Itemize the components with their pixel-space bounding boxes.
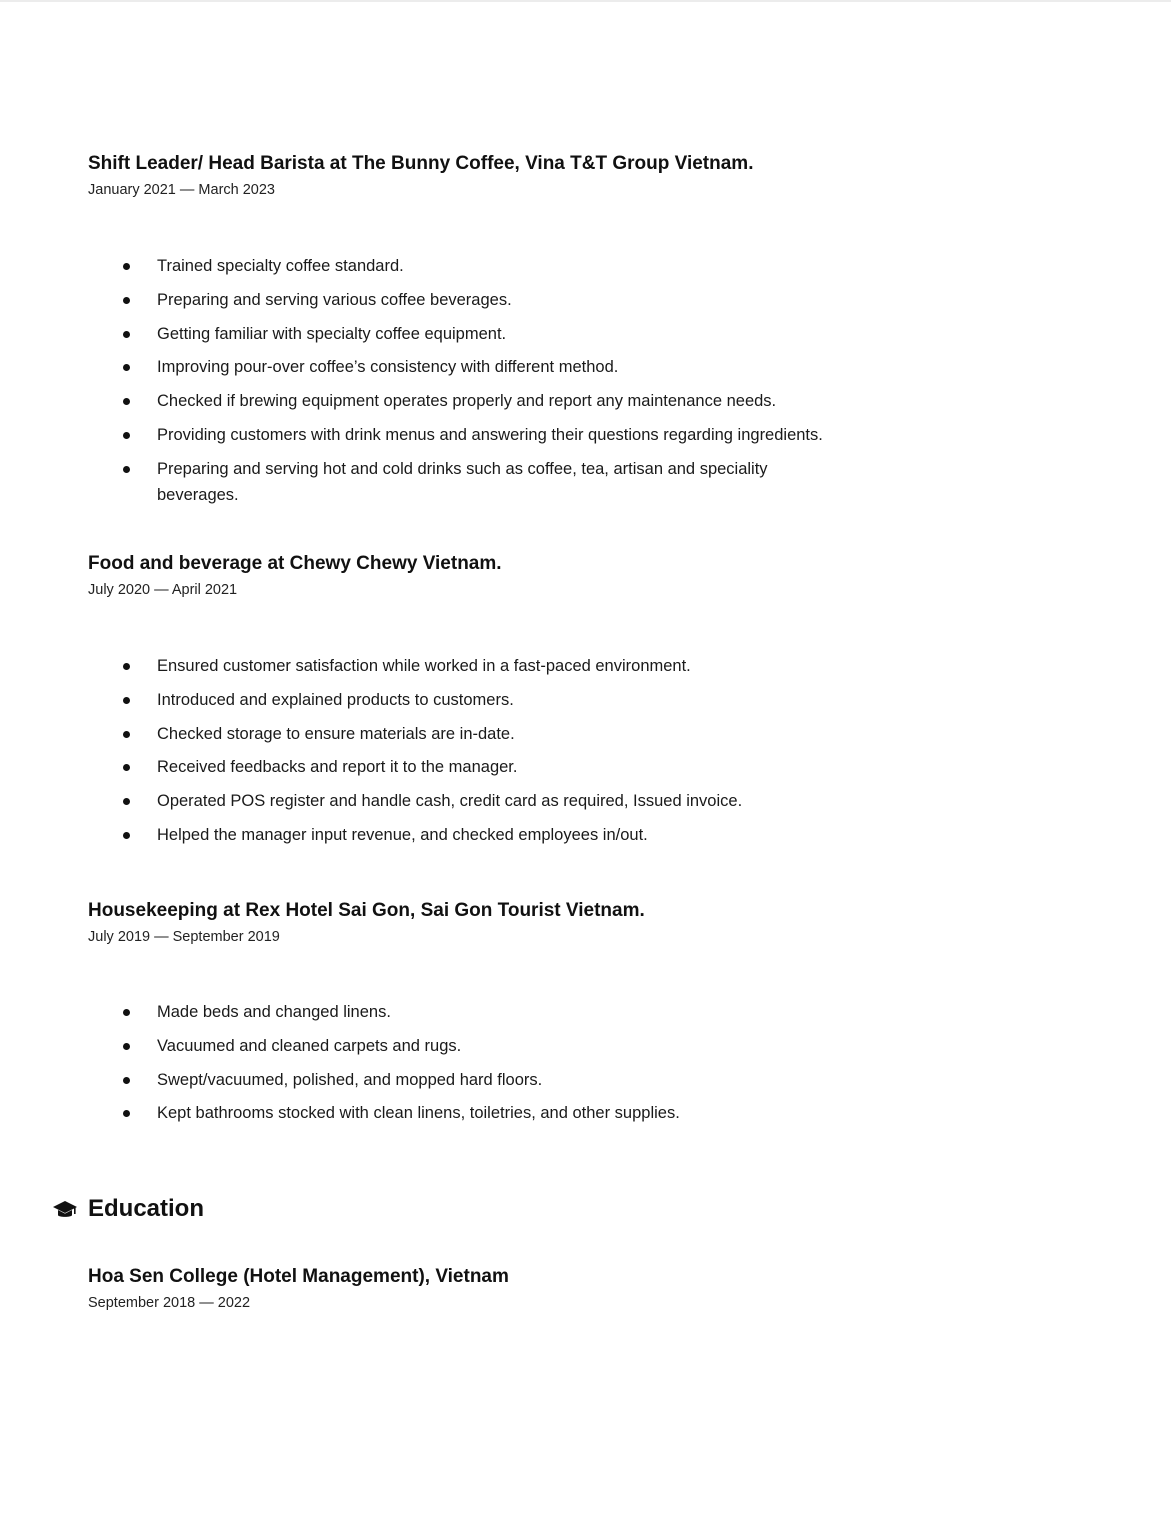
job-title: Food and beverage at Chewy Chewy Vietnam.	[88, 553, 502, 574]
job-title: Housekeeping at Rex Hotel Sai Gon, Sai Gon Tourist Vietnam.	[88, 900, 645, 921]
list-item: Checked if brewing equipment operates properly and report any maintenance needs.	[88, 388, 877, 414]
job-bullets	[0, 253, 1088, 516]
list-item: Kept bathrooms stocked with clean linens, toiletries, and other supplies.	[88, 1100, 877, 1126]
job-entry	[88, 552, 1088, 844]
bullet-dot	[123, 398, 130, 405]
bullet-dot	[123, 731, 130, 738]
job-bullets	[0, 653, 1088, 856]
bullet-dot	[123, 364, 130, 371]
job-date: July 2019 — September 2019	[88, 929, 280, 945]
bullet-dot	[123, 263, 130, 270]
list-item: Preparing and serving various coffee beverages.	[88, 287, 877, 313]
list-item: Getting familiar with specialty coffee equipment.	[88, 321, 877, 347]
bullet-dot	[123, 663, 130, 670]
education-date: September 2018 — 2022	[88, 1295, 251, 1311]
bullet-dot	[123, 1110, 130, 1117]
bullet-dot	[123, 331, 130, 338]
bullet-dot	[123, 466, 130, 473]
education-section-heading	[52, 1193, 204, 1225]
school-title: Hoa Sen College (Hotel Management), Vietnam	[88, 1266, 509, 1287]
list-item: Trained specialty coffee standard.	[88, 253, 877, 279]
graduation-cap-icon	[52, 1200, 78, 1220]
bullet-dot	[123, 1043, 130, 1050]
bullet-dot	[123, 297, 130, 304]
section-title: Education	[88, 1195, 205, 1222]
job-entry	[88, 152, 1088, 504]
list-item: Introduced and explained products to customers.	[88, 687, 877, 713]
list-item: Operated POS register and handle cash, credit card as required, Issued invoice.	[88, 788, 877, 814]
job-entry	[88, 899, 1088, 1123]
bullet-dot	[123, 432, 130, 439]
list-item: Vacuumed and cleaned carpets and rugs.	[88, 1033, 877, 1059]
bullet-dot	[123, 697, 130, 704]
list-item: Helped the manager input revenue, and checked employees in/out.	[88, 822, 877, 848]
job-title: Shift Leader/ Head Barista at The Bunny Coffee, Vina T&T Group Vietnam.	[88, 153, 754, 174]
bullet-dot	[123, 764, 130, 771]
education-entry	[88, 1265, 1088, 1313]
job-date: July 2020 — April 2021	[88, 582, 238, 598]
list-item: Received feedbacks and report it to the manager.	[88, 754, 877, 780]
bullet-dot	[123, 1009, 130, 1016]
list-item: Ensured customer satisfaction while worked in a fast-paced environment.	[88, 653, 877, 679]
bullet-dot	[123, 1077, 130, 1084]
job-date: January 2021 — March 2023	[88, 182, 275, 198]
bullet-dot	[123, 798, 130, 805]
list-item: Swept/vacuumed, polished, and mopped hard floors.	[88, 1067, 877, 1093]
list-item: Checked storage to ensure materials are in-date.	[88, 721, 877, 747]
list-item: Providing customers with drink menus and answering their questions regarding ingredients.	[88, 422, 877, 448]
list-item: Made beds and changed linens.	[88, 999, 877, 1025]
list-item: Preparing and serving hot and cold drinks such as coffee, tea, artisan and speciality beverages.	[88, 456, 817, 508]
list-item: Improving pour-over coffee’s consistency with different method.	[88, 354, 877, 380]
job-bullets	[0, 999, 1088, 1134]
bullet-dot	[123, 832, 130, 839]
